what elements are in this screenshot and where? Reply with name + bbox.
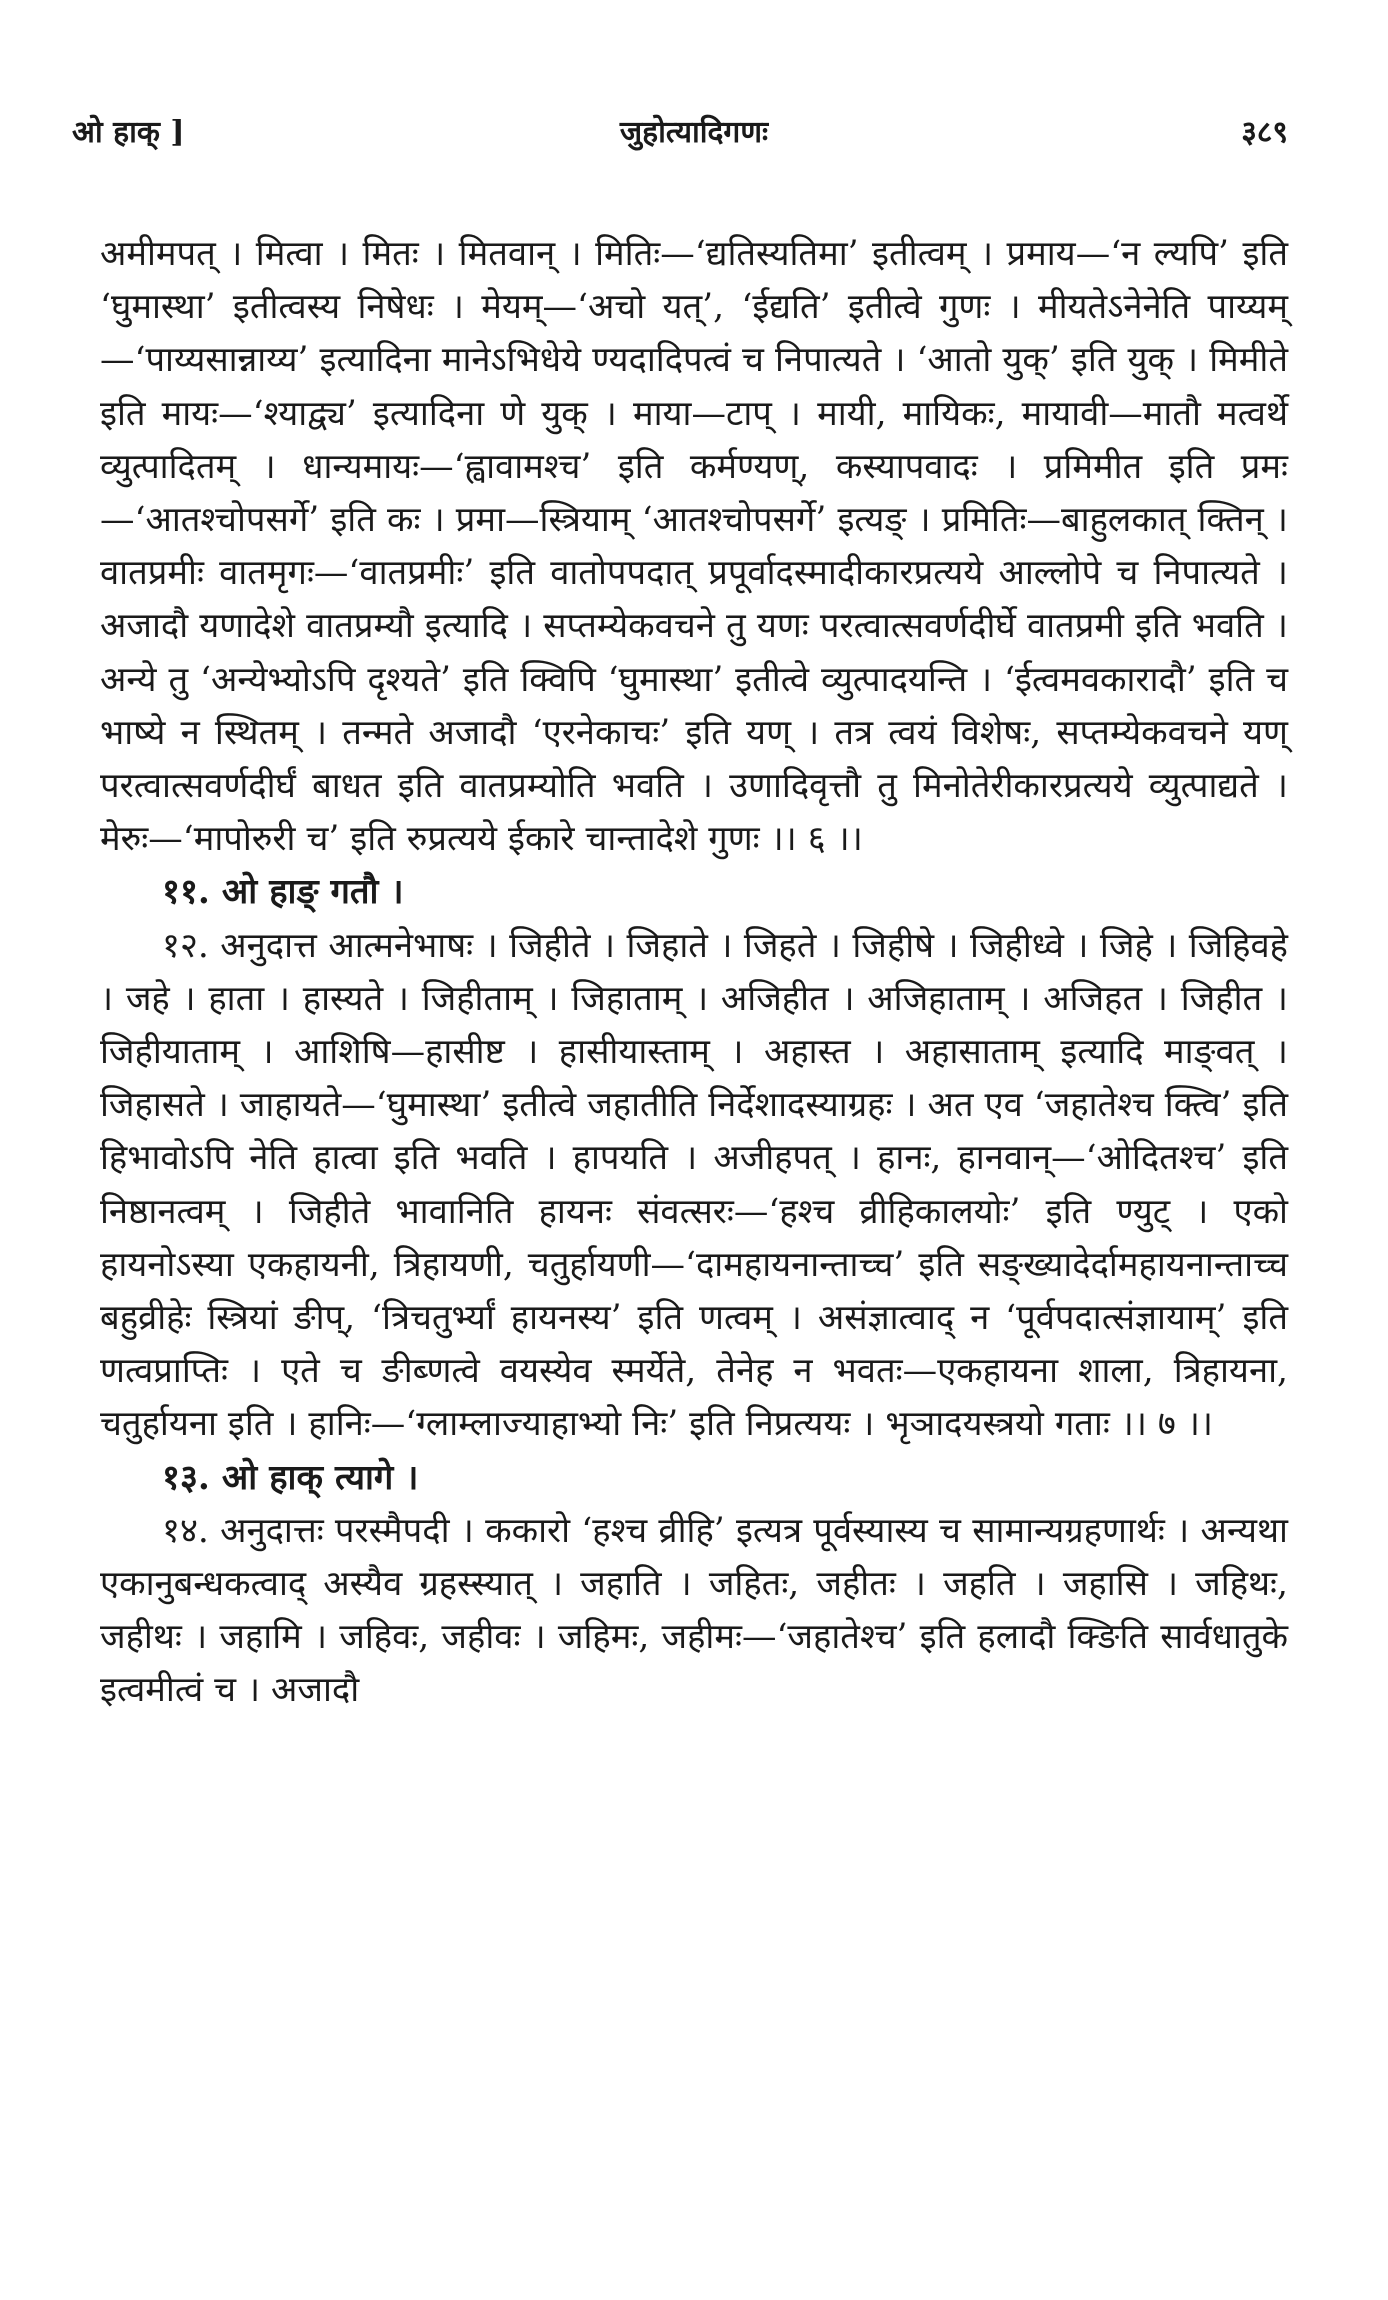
header-section-marker: ओ हाक् ]	[72, 115, 185, 150]
sutra-heading-11: ११. ओ हाङ् गतौ ।	[162, 872, 404, 913]
paragraph-sutra-14: १४. अनुदात्तः परस्मैपदी । ककारो ‘हश्च व्रीहि’ इत्यत्र पूर्वस्यास्य च सामान्यग्रहणार्थः । अन्यथा एकानुबन्धकत्वाद् अस्यैव ग्रहस्स्यात् । जहाति । जहितः, जहीतः । जहति । जहासि । जहिथः, जहीथः । जहामि । जहिवः, जहीवः । जहिमः, जहीमः—‘जहातेश्च’ इति हलादौ क्ङिति सार्वधातुके इत्वमीत्वं च । अजादौ	[100, 1510, 1288, 1711]
paragraph-sutra-12: १२. अनुदात्त आत्मनेभाषः । जिहीते । जिहाते । जिहते । जिहीषे । जिहीध्वे । जिहे । जिहिवहे । जहे । हाता । हास्यते । जिहीताम् । जिहाताम् । अजिहीत । अजिहाताम् । अजिहत । जिहीत । जिहीयाताम् । आशिषि—हासीष्ट । हासीयास्ताम् । अहास्त । अहासाताम् इत्यादि माङ्वत् । जिहासते । जाहायते—‘घुमास्था’ इतीत्वे जहातीति निर्देशादस्याग्रहः । अत एव ‘जहातेश्च क्त्वि’ इति हिभावोऽपि नेति हात्वा इति भवति । हापयति । अजीहपत् । हानः, हानवान्—‘ओदितश्च’ इति निष्ठानत्वम् । जिहीते भावानिति हायनः संवत्सरः—‘हश्च व्रीहिकालयोः’ इति ण्युट् । एको हायनोऽस्या एकहायनी, त्रिहायणी, चतुर्हायणी—‘दामहायनान्ताच्च’ इति सङ्ख्यादेर्दामहायनान्ताच्च बहुव्रीहेः स्त्रियां ङीप्, ‘त्रिचतुर्भ्यां हायनस्य’ इति णत्वम् । असंज्ञात्वाद् न ‘पूर्वपदात्संज्ञायाम्’ इति णत्वप्राप्तिः । एते च ङीब्णत्वे वयस्येव स्मर्येते, तेनेह न भवतः—एकहायना शाला, त्रिहायना, चतुर्हायना इति । हानिः—‘ग्लाम्लाज्याहाभ्यो निः’ इति निप्रत्ययः । भृञादयस्त्रयो गताः ।। ७ ।।	[100, 925, 1288, 1445]
page-body	[100, 228, 1288, 1718]
page-number: ३८९	[1241, 115, 1288, 150]
sutra-heading-13: १३. ओ हाक् त्यागे ।	[162, 1457, 419, 1498]
header-title: जुहोत्यादिगणः	[619, 115, 769, 150]
paragraph-commentary: अमीमपत् । मित्वा । मितः । मितवान् । मितिः—‘द्यतिस्यतिमा’ इतीत्वम् । प्रमाय—‘न ल्यपि’ इति ‘घुमास्था’ इतीत्वस्य निषेधः । मेयम्—‘अचो यत्’, ‘ईद्यति’ इतीत्वे गुणः । मीयतेऽनेनेति पाय्यम्—‘पाय्यसान्नाय्य’ इत्यादिना मानेऽभिधेये ण्यदादिपत्वं च निपात्यते । ‘आतो युक्’ इति युक् । मिमीते इति मायः—‘श्याद्व्य’ इत्यादिना णे युक् । माया—टाप् । मायी, मायिकः, मायावी—मातौ मत्वर्थे व्युत्पादितम् । धान्यमायः—‘ह्वावामश्च’ इति कर्मण्यण्, कस्यापवादः । प्रमिमीत इति प्रमः—‘आतश्चोपसर्गे’ इति कः । प्रमा—स्त्रियाम् ‘आतश्चोपसर्गे’ इत्यङ् । प्रमितिः—बाहुलकात् क्तिन् । वातप्रमीः वातमृगः—‘वातप्रमीः’ इति वातोपपदात् प्रपूर्वादस्मादीकारप्रत्यये आल्लोपे च निपात्यते । अजादौ यणादेशे वातप्रम्यौ इत्यादि । सप्तम्येकवचने तु यणः परत्वात्सवर्णदीर्घे वातप्रमी इति भवति । अन्ये तु ‘अन्येभ्योऽपि दृश्यते’ इति क्विपि ‘घुमास्था’ इतीत्वे व्युत्पादयन्ति । ‘ईत्वमवकारादौ’ इति च भाष्ये न स्थितम् । तन्मते अजादौ ‘एरनेकाचः’ इति यण् । तत्र त्वयं विशेषः, सप्तम्येकवचने यण् परत्वात्सवर्णदीर्घं बाधत इति वातप्रम्योति भवति । उणादिवृत्तौ तु मिनोतेरीकारप्रत्यये व्युत्पाद्यते । मेरुः—‘मापोरुरी च’ इति रुप्रत्यये ईकारे चान्तादेशे गुणः ।। ६ ।।	[100, 234, 1288, 860]
page-header	[72, 110, 1288, 170]
